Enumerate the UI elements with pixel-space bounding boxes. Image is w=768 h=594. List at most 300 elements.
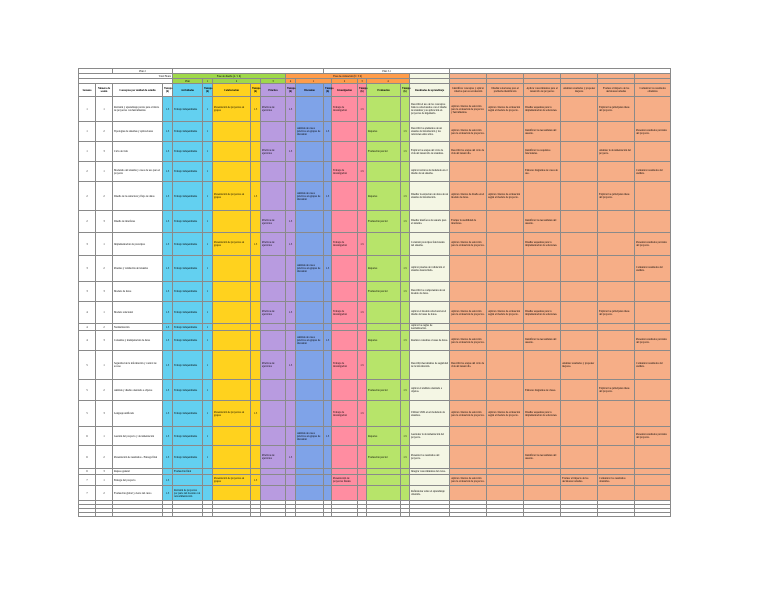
hours-cell[interactable] (401, 302, 410, 324)
empty-cell[interactable] (251, 513, 261, 517)
outcome-header[interactable]: Analizar resultados y proponer mejoras (561, 84, 598, 97)
hours-cell[interactable] (286, 486, 296, 501)
research-cell[interactable] (332, 256, 358, 282)
outcome-extra-cell[interactable] (598, 475, 635, 486)
activity-cell[interactable] (173, 401, 203, 427)
column-header[interactable]: Colaboración (213, 84, 251, 97)
outcome-extra-cell[interactable] (487, 256, 524, 282)
outcome-cell[interactable] (410, 162, 450, 182)
outcome-extra-cell[interactable] (561, 302, 598, 324)
outcome-cell[interactable] (410, 122, 450, 142)
outcome-extra-cell[interactable] (561, 97, 598, 122)
hours-cell[interactable] (324, 282, 332, 302)
outcome-extra-cell[interactable] (450, 122, 487, 142)
hours-cell[interactable] (251, 142, 261, 162)
outcome-extra-cell[interactable] (487, 122, 524, 142)
hours-cell[interactable] (203, 142, 213, 162)
hours-cell[interactable] (358, 282, 367, 302)
discussion-cell[interactable] (296, 182, 324, 211)
outcome-extra-cell[interactable] (598, 351, 635, 380)
outcome-extra-cell[interactable] (487, 142, 524, 162)
hours-cell[interactable] (324, 142, 332, 162)
session-cell[interactable] (96, 427, 113, 446)
week-cell[interactable] (79, 380, 96, 401)
outcome-extra-cell[interactable] (487, 324, 524, 331)
evaluation-cell[interactable] (367, 211, 401, 233)
outcome-extra-cell[interactable] (598, 282, 635, 302)
discussion-cell[interactable] (296, 475, 324, 486)
outcome-extra-cell[interactable] (561, 351, 598, 380)
outcome-extra-cell[interactable] (598, 331, 635, 351)
collaboration-cell[interactable] (213, 380, 251, 401)
hours-cell[interactable] (163, 302, 173, 324)
hours-cell[interactable] (324, 380, 332, 401)
collaboration-cell[interactable] (213, 182, 251, 211)
empty-cell[interactable] (561, 513, 598, 517)
hours-cell[interactable] (163, 446, 173, 469)
empty-cell[interactable] (358, 513, 367, 517)
hours-cell[interactable] (203, 324, 213, 331)
collaboration-cell[interactable] (213, 211, 251, 233)
evaluation-cell[interactable] (367, 475, 401, 486)
week-cell[interactable] (79, 351, 96, 380)
research-cell[interactable] (332, 162, 358, 182)
session-cell[interactable] (96, 122, 113, 142)
hours-cell[interactable] (324, 427, 332, 446)
phase-label[interactable]: 3 (358, 79, 367, 84)
concept-cell[interactable] (113, 427, 163, 446)
research-cell[interactable] (332, 380, 358, 401)
column-header[interactable]: Tiempo (h) (251, 84, 261, 97)
outcome-extra-cell[interactable] (635, 427, 671, 446)
outcome-extra-cell[interactable] (635, 486, 671, 501)
activity-cell[interactable] (173, 302, 203, 324)
outcome-extra-cell[interactable] (635, 331, 671, 351)
hours-cell[interactable] (286, 475, 296, 486)
hours-cell[interactable] (251, 182, 261, 211)
empty-cell[interactable] (203, 513, 213, 517)
empty-cell[interactable] (213, 513, 251, 517)
outcome-cell[interactable] (410, 211, 450, 233)
collaboration-cell[interactable] (213, 331, 251, 351)
practice-cell[interactable] (261, 256, 286, 282)
session-cell[interactable] (96, 401, 113, 427)
hours-cell[interactable] (324, 122, 332, 142)
empty-cell[interactable] (163, 513, 173, 517)
outcome-header[interactable]: Comunicar los resultados obtenidos (635, 84, 671, 97)
hours-cell[interactable] (286, 256, 296, 282)
session-cell[interactable] (96, 331, 113, 351)
practice-cell[interactable] (261, 324, 286, 331)
research-cell[interactable] (332, 233, 358, 256)
activity-cell[interactable] (173, 282, 203, 302)
outcome-extra-cell[interactable] (524, 486, 561, 501)
hours-cell[interactable] (251, 475, 261, 486)
research-cell[interactable] (332, 211, 358, 233)
practice-cell[interactable] (261, 233, 286, 256)
outcome-extra-cell[interactable] (450, 233, 487, 256)
practice-cell[interactable] (261, 182, 286, 211)
outcome-extra-cell[interactable] (487, 233, 524, 256)
outcome-extra-cell[interactable] (450, 351, 487, 380)
outcome-extra-cell[interactable] (487, 302, 524, 324)
design-phase-group[interactable]: Fase de diseño (4 / 1 h) (173, 74, 286, 79)
outcome-extra-cell[interactable] (487, 331, 524, 351)
hours-cell[interactable] (251, 211, 261, 233)
outcome-extra-cell[interactable] (598, 162, 635, 182)
outcome-extra-cell[interactable] (487, 486, 524, 501)
empty-cell[interactable] (450, 513, 487, 517)
concept-cell[interactable] (113, 122, 163, 142)
empty-cell[interactable] (635, 513, 671, 517)
hours-cell[interactable] (163, 351, 173, 380)
hours-cell[interactable] (401, 475, 410, 486)
concept-cell[interactable] (113, 162, 163, 182)
outcome-cell[interactable] (410, 324, 450, 331)
hours-cell[interactable] (401, 427, 410, 446)
week-cell[interactable] (79, 475, 96, 486)
empty-cell[interactable] (410, 513, 450, 517)
outcome-extra-cell[interactable] (487, 162, 524, 182)
practice-cell[interactable] (261, 446, 286, 469)
hours-cell[interactable] (286, 401, 296, 427)
outcome-cell[interactable] (410, 142, 450, 162)
outcome-extra-cell[interactable] (450, 486, 487, 501)
outcome-extra-cell[interactable] (598, 211, 635, 233)
outcome-extra-cell[interactable] (524, 162, 561, 182)
hours-cell[interactable] (401, 486, 410, 501)
discussion-cell[interactable] (296, 331, 324, 351)
outcome-cell[interactable] (410, 256, 450, 282)
practice-cell[interactable] (261, 211, 286, 233)
outcome-extra-cell[interactable] (450, 401, 487, 427)
hours-cell[interactable] (203, 182, 213, 211)
outcome-extra-cell[interactable] (561, 182, 598, 211)
activity-cell[interactable] (173, 486, 203, 501)
outcome-header[interactable]: Identificar conceptos y aplicar criterios para su evaluación (450, 84, 487, 97)
outcome-extra-cell[interactable] (450, 446, 487, 469)
column-header[interactable]: Tiempo (h) (163, 84, 173, 97)
research-cell[interactable] (332, 475, 358, 486)
collaboration-cell[interactable] (213, 446, 251, 469)
hours-cell[interactable] (324, 97, 332, 122)
outcome-extra-cell[interactable] (635, 380, 671, 401)
hours-cell[interactable] (203, 351, 213, 380)
outcome-extra-cell[interactable] (598, 401, 635, 427)
outcome-extra-cell[interactable] (598, 427, 635, 446)
hours-cell[interactable] (163, 182, 173, 211)
research-cell[interactable] (332, 122, 358, 142)
hours-cell[interactable] (358, 302, 367, 324)
session-cell[interactable] (96, 256, 113, 282)
outcome-extra-cell[interactable] (598, 122, 635, 142)
hours-cell[interactable] (358, 122, 367, 142)
hours-cell[interactable] (286, 233, 296, 256)
activity-cell[interactable] (173, 233, 203, 256)
hours-cell[interactable] (358, 486, 367, 501)
outcome-extra-cell[interactable] (524, 324, 561, 331)
activity-cell[interactable] (173, 380, 203, 401)
discussion-cell[interactable] (296, 324, 324, 331)
discussion-cell[interactable] (296, 233, 324, 256)
evaluation-cell[interactable] (367, 351, 401, 380)
hours-cell[interactable] (251, 446, 261, 469)
outcome-extra-cell[interactable] (598, 182, 635, 211)
research-cell[interactable] (332, 351, 358, 380)
phase-label[interactable]: Plan (173, 79, 203, 84)
hours-cell[interactable] (251, 233, 261, 256)
concept-cell[interactable] (113, 182, 163, 211)
research-cell[interactable] (332, 97, 358, 122)
concept-cell[interactable] (113, 282, 163, 302)
research-cell[interactable] (332, 302, 358, 324)
hours-cell[interactable] (324, 302, 332, 324)
outcome-extra-cell[interactable] (635, 256, 671, 282)
outcome-extra-cell[interactable] (635, 182, 671, 211)
practice-cell[interactable] (261, 97, 286, 122)
column-header[interactable]: Tiempo (h) (286, 84, 296, 97)
activity-cell[interactable] (173, 256, 203, 282)
concept-cell[interactable] (113, 380, 163, 401)
collaboration-cell[interactable] (213, 427, 251, 446)
concept-cell[interactable] (113, 331, 163, 351)
hours-cell[interactable] (358, 162, 367, 182)
week-cell[interactable] (79, 211, 96, 233)
practice-cell[interactable] (261, 142, 286, 162)
collaboration-cell[interactable] (213, 324, 251, 331)
hours-cell[interactable] (251, 122, 261, 142)
hours-cell[interactable] (401, 97, 410, 122)
outcome-extra-cell[interactable] (524, 142, 561, 162)
outcome-extra-cell[interactable] (524, 446, 561, 469)
empty-cell[interactable] (286, 513, 296, 517)
hours-cell[interactable] (324, 486, 332, 501)
outcome-extra-cell[interactable] (635, 97, 671, 122)
outcome-extra-cell[interactable] (450, 475, 487, 486)
collaboration-cell[interactable] (213, 142, 251, 162)
session-cell[interactable] (96, 282, 113, 302)
outcome-cell[interactable] (410, 302, 450, 324)
evaluation-phase-group[interactable]: Fase de evaluación (6 / 5 h) (286, 74, 410, 79)
outcome-extra-cell[interactable] (561, 282, 598, 302)
hours-cell[interactable] (358, 182, 367, 211)
week-cell[interactable] (79, 182, 96, 211)
hours-cell[interactable] (163, 282, 173, 302)
research-cell[interactable] (332, 142, 358, 162)
activity-cell[interactable] (173, 446, 203, 469)
collaboration-cell[interactable] (213, 282, 251, 302)
outcome-extra-cell[interactable] (561, 324, 598, 331)
hours-cell[interactable] (358, 351, 367, 380)
session-cell[interactable] (96, 233, 113, 256)
session-cell[interactable] (96, 302, 113, 324)
outcome-extra-cell[interactable] (561, 142, 598, 162)
practice-cell[interactable] (261, 475, 286, 486)
hours-cell[interactable] (401, 233, 410, 256)
outcome-extra-cell[interactable] (598, 486, 635, 501)
outcome-extra-cell[interactable] (598, 324, 635, 331)
hours-cell[interactable] (251, 162, 261, 182)
practice-cell[interactable] (261, 401, 286, 427)
hours-cell[interactable] (358, 331, 367, 351)
column-header[interactable]: Número de sesión (96, 84, 113, 97)
outcome-extra-cell[interactable] (561, 486, 598, 501)
outcome-extra-cell[interactable] (561, 211, 598, 233)
session-cell[interactable] (96, 351, 113, 380)
practice-cell[interactable] (261, 427, 286, 446)
column-header[interactable]: Resultados de aprendizaje (410, 84, 450, 97)
session-cell[interactable] (96, 475, 113, 486)
hours-cell[interactable] (163, 233, 173, 256)
outcome-extra-cell[interactable] (524, 211, 561, 233)
hours-cell[interactable] (401, 401, 410, 427)
column-header[interactable]: Semana (79, 84, 96, 97)
phase-label[interactable]: 4 (367, 79, 410, 84)
activity-cell[interactable] (173, 162, 203, 182)
concept-cell[interactable] (113, 324, 163, 331)
activity-cell[interactable] (173, 427, 203, 446)
outcome-extra-cell[interactable] (524, 233, 561, 256)
discussion-cell[interactable] (296, 351, 324, 380)
column-header[interactable]: Tiempo (h) (358, 84, 367, 97)
outcome-cell[interactable] (410, 401, 450, 427)
hours-cell[interactable] (286, 302, 296, 324)
hours-cell[interactable] (163, 162, 173, 182)
outcome-extra-cell[interactable] (450, 302, 487, 324)
discussion-cell[interactable] (296, 162, 324, 182)
week-cell[interactable] (79, 331, 96, 351)
outcome-extra-cell[interactable] (635, 446, 671, 469)
hours-cell[interactable] (286, 282, 296, 302)
outcome-extra-cell[interactable] (635, 324, 671, 331)
concept-cell[interactable] (113, 446, 163, 469)
empty-cell[interactable] (173, 513, 203, 517)
outcome-extra-cell[interactable] (524, 256, 561, 282)
collaboration-cell[interactable] (213, 97, 251, 122)
outcome-extra-cell[interactable] (450, 211, 487, 233)
hours-cell[interactable] (358, 401, 367, 427)
discussion-cell[interactable] (296, 122, 324, 142)
hours-cell[interactable] (358, 446, 367, 469)
hours-cell[interactable] (203, 427, 213, 446)
hours-cell[interactable] (401, 380, 410, 401)
outcome-extra-cell[interactable] (524, 401, 561, 427)
outcome-extra-cell[interactable] (561, 233, 598, 256)
research-cell[interactable] (332, 446, 358, 469)
hours-cell[interactable] (203, 401, 213, 427)
hours-cell[interactable] (203, 122, 213, 142)
column-header[interactable]: Evaluación (367, 84, 401, 97)
empty-cell[interactable] (113, 513, 163, 517)
empty-cell[interactable] (524, 513, 561, 517)
hours-cell[interactable] (401, 324, 410, 331)
outcome-cell[interactable] (410, 351, 450, 380)
hours-cell[interactable] (401, 211, 410, 233)
practice-cell[interactable] (261, 122, 286, 142)
phase-label[interactable]: 1 (296, 79, 332, 84)
hours-cell[interactable] (251, 97, 261, 122)
evaluation-cell[interactable] (367, 331, 401, 351)
outcome-extra-cell[interactable] (487, 182, 524, 211)
outcome-extra-cell[interactable] (524, 351, 561, 380)
outcome-extra-cell[interactable] (450, 142, 487, 162)
empty-cell[interactable] (487, 513, 524, 517)
discussion-cell[interactable] (296, 302, 324, 324)
outcome-extra-cell[interactable] (561, 256, 598, 282)
hours-cell[interactable] (324, 256, 332, 282)
hours-cell[interactable] (286, 142, 296, 162)
hours-cell[interactable] (358, 142, 367, 162)
column-header[interactable]: Tiempo (h) (203, 84, 213, 97)
outcome-extra-cell[interactable] (561, 446, 598, 469)
collaboration-cell[interactable] (213, 256, 251, 282)
discussion-cell[interactable] (296, 446, 324, 469)
evaluation-cell[interactable] (367, 97, 401, 122)
hours-cell[interactable] (203, 331, 213, 351)
column-header[interactable]: Tiempo (h) (401, 84, 410, 97)
hours-cell[interactable] (324, 182, 332, 211)
hours-cell[interactable] (358, 256, 367, 282)
research-cell[interactable] (332, 282, 358, 302)
hours-cell[interactable] (401, 256, 410, 282)
concept-cell[interactable] (113, 233, 163, 256)
concept-cell[interactable] (113, 486, 163, 501)
collaboration-cell[interactable] (213, 401, 251, 427)
collaboration-cell[interactable] (213, 475, 251, 486)
concept-cell[interactable] (113, 211, 163, 233)
hours-cell[interactable] (286, 211, 296, 233)
week-cell[interactable] (79, 97, 96, 122)
outcome-extra-cell[interactable] (598, 302, 635, 324)
outcome-extra-cell[interactable] (635, 302, 671, 324)
outcome-extra-cell[interactable] (487, 351, 524, 380)
hours-cell[interactable] (203, 256, 213, 282)
hours-cell[interactable] (251, 302, 261, 324)
outcome-extra-cell[interactable] (598, 97, 635, 122)
column-header[interactable]: Discusión (296, 84, 324, 97)
hours-cell[interactable] (203, 380, 213, 401)
hours-cell[interactable] (358, 380, 367, 401)
hours-cell[interactable] (163, 142, 173, 162)
activity-cell[interactable] (173, 122, 203, 142)
hours-cell[interactable] (163, 486, 173, 501)
outcome-extra-cell[interactable] (524, 282, 561, 302)
session-cell[interactable] (96, 211, 113, 233)
hours-cell[interactable] (324, 331, 332, 351)
hours-cell[interactable] (401, 446, 410, 469)
hours-cell[interactable] (324, 162, 332, 182)
session-cell[interactable] (96, 446, 113, 469)
empty-cell[interactable] (332, 513, 358, 517)
hours-cell[interactable] (251, 256, 261, 282)
outcome-extra-cell[interactable] (635, 282, 671, 302)
outcome-header[interactable]: Aplicar conocimientos para el desarrollo de proyectos (524, 84, 561, 97)
evaluation-cell[interactable] (367, 162, 401, 182)
week-cell[interactable] (79, 282, 96, 302)
outcome-extra-cell[interactable] (487, 401, 524, 427)
hours-cell[interactable] (324, 446, 332, 469)
empty-cell[interactable] (296, 513, 324, 517)
week-cell[interactable] (79, 302, 96, 324)
hours-cell[interactable] (324, 475, 332, 486)
outcome-extra-cell[interactable] (450, 282, 487, 302)
evaluation-cell[interactable] (367, 182, 401, 211)
hours-cell[interactable] (401, 331, 410, 351)
outcome-cell[interactable] (410, 486, 450, 501)
session-cell[interactable] (96, 142, 113, 162)
week-cell[interactable] (79, 324, 96, 331)
outcome-cell[interactable] (410, 446, 450, 469)
